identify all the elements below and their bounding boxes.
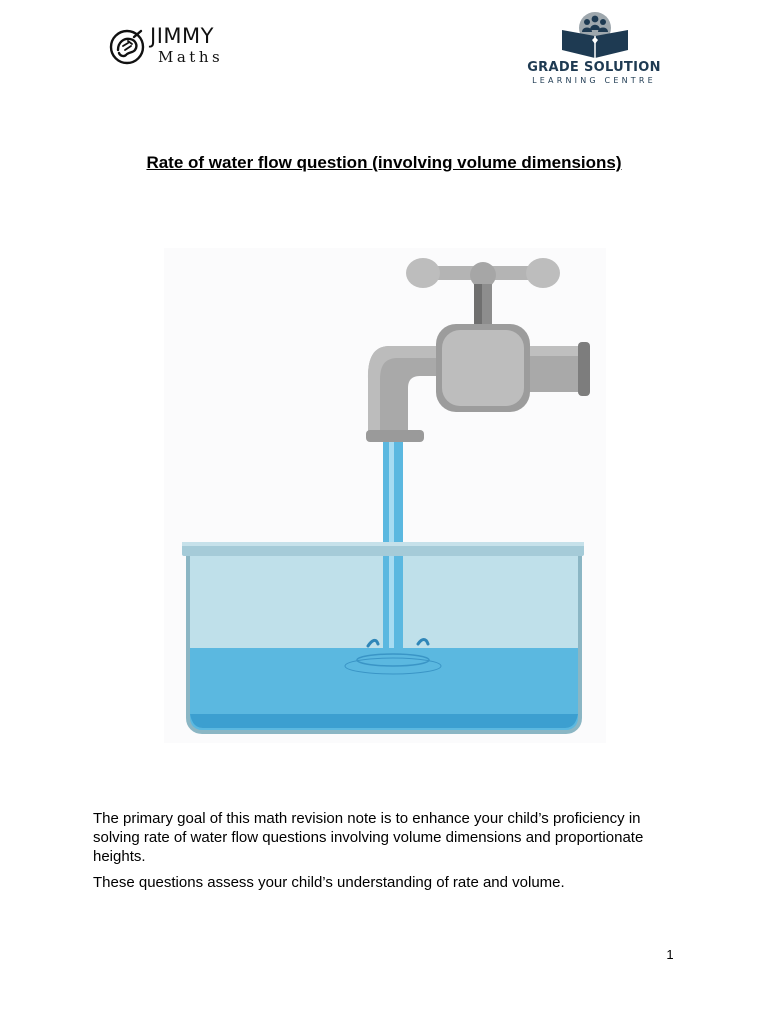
open-book-icon <box>556 10 634 60</box>
logo-name-text: GRADE SOLUTION <box>527 60 661 75</box>
jimmy-maths-logo <box>108 24 238 68</box>
grade-solution-logo <box>520 8 668 88</box>
water-tank <box>182 542 584 732</box>
logo-brand-text: JIMMY <box>150 24 214 48</box>
tap-water-tank-illustration <box>160 248 610 743</box>
logo-subtitle-text: Maths <box>158 48 224 66</box>
brain-emblem-icon <box>108 28 146 66</box>
page-title: Rate of water flow question (involving volume dimensions) <box>146 153 622 172</box>
logo-tagline-text: LEARNING CENTRE <box>532 76 656 85</box>
intro-paragraph: The primary goal of this math revision note is to enhance your child’s proficiency in solving rate of water flow questions involving volume dimensions and proportionate heights. <box>93 810 644 865</box>
page-number: 1 <box>666 947 674 962</box>
assessment-paragraph: These questions assess your child’s understanding of rate and volume. <box>93 874 565 891</box>
